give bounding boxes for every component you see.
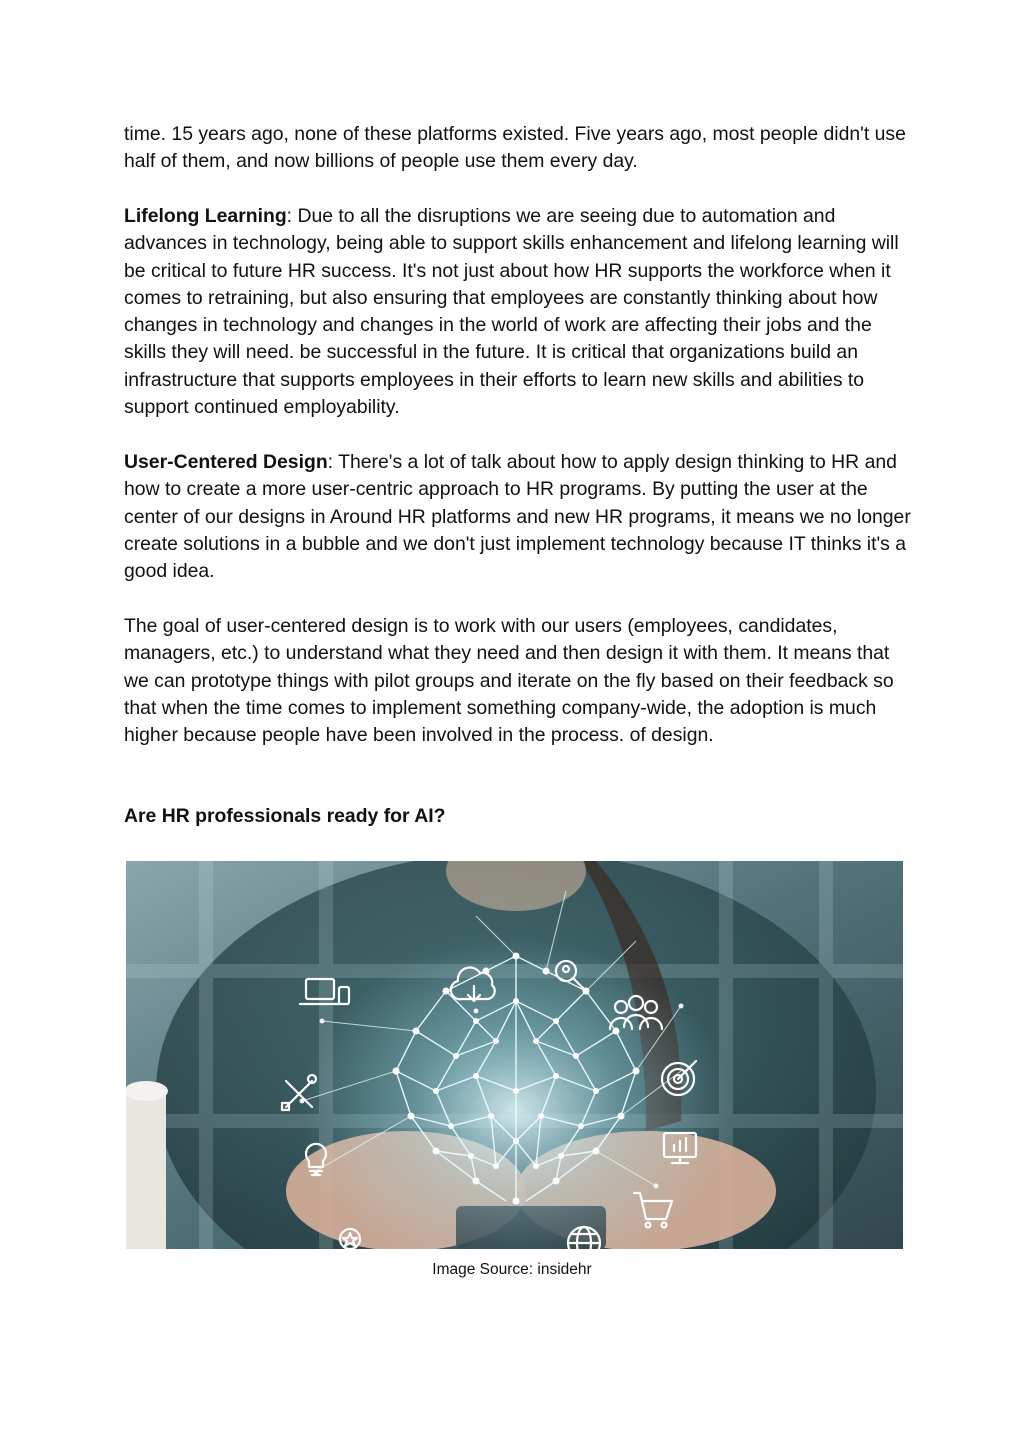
lifelong-learning-title: Lifelong Learning <box>124 205 287 227</box>
goal-paragraph: The goal of user-centered design is to work with our users (employees, candidates, managers, etc.) to understand what they need and then design it with them. It means that we can prototype things with pilot groups and iterate on the fly based on their feedback so that when the time comes to implement something company-wide, the adoption is much higher because people have been involved in the process. of design. <box>124 615 894 747</box>
section-heading: Are HR professionals ready for AI? <box>124 805 446 827</box>
user-centered-design-body: : There's a lot of talk about how to apply design thinking to HR and how to create a more user-centric approach to HR programs. By putting the user at the center of our designs in Around HR platforms and new HR programs, it means we no longer create solutions in a bubble and we don't just implement technology because IT thinks it's a good idea. <box>124 451 911 583</box>
user-centered-design-paragraph <box>124 449 914 585</box>
lifelong-learning-body: : Due to all the disruptions we are seeing due to automation and advances in technology, being able to support skills enhancement and lifelong learning will be critical to future HR success. It's not just about how HR supports the workforce when it comes to retraining, but also ensuring that employees are constantly thinking about how changes in technology and changes in the world of work are affecting their jobs and the skills they will need. be successful in the future. It is critical that organizations build an infrastructure that supports employees in their efforts to learn new skills and abilities to support continued employability. <box>124 205 899 419</box>
ai-brain-network-image <box>126 861 903 1249</box>
lifelong-learning-paragraph <box>124 203 914 421</box>
image-caption: Image Source: insidehr <box>432 1261 592 1278</box>
user-centered-design-title: User-Centered Design <box>124 451 328 473</box>
intro-paragraph: time. 15 years ago, none of these platforms existed. Five years ago, most people didn't use half of them, and now billions of people use them every day. <box>124 123 906 173</box>
